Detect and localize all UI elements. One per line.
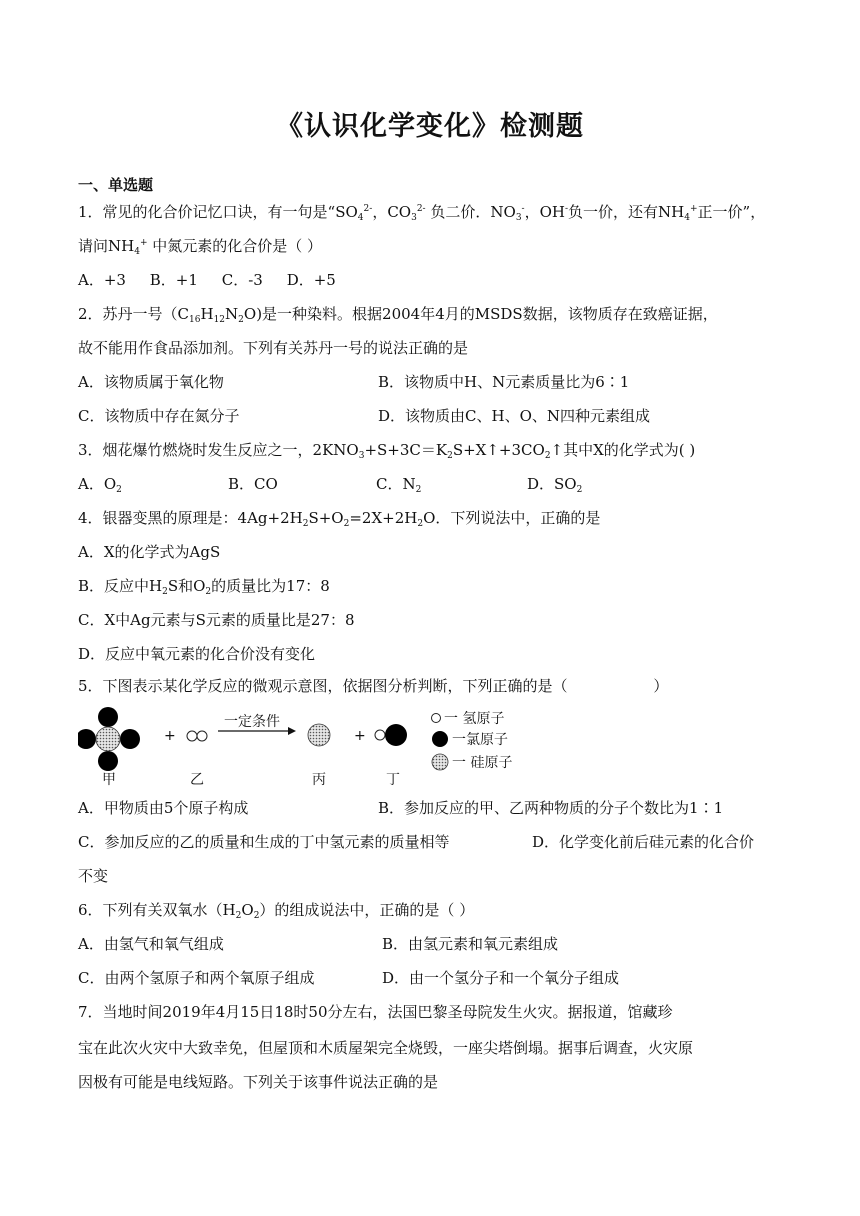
page-title: 《认识化学变化》检测题: [276, 111, 584, 142]
q1-options: A．+3 B．+1 C．-3 D．+5: [78, 271, 336, 289]
label-bing: 丙: [312, 772, 326, 788]
plus-sign-1: +: [164, 728, 176, 744]
q6-option-c: C．由两个氢原子和两个氧原子组成: [78, 969, 315, 987]
molecule-ding: [375, 724, 407, 746]
legend-chlorine: 一氯原子: [452, 732, 508, 748]
molecule-bing: [308, 724, 330, 746]
q1-line2: 请问$NH_4^+$ 中氮元素的化合价是（ ）: [78, 237, 323, 257]
reaction-diagram: [78, 704, 538, 790]
q3-option-d: D．$SO_2$: [527, 475, 583, 495]
q5-line1: 5．下图表示某化学反应的微观示意图，依据图分析判断，下列正确的是（ ）: [78, 677, 669, 695]
q7-line3: 因极有可能是电线短路。下列关于该事件说法正确的是: [78, 1073, 439, 1091]
q7-line2: 宝在此次火灾中大致幸免，但屋顶和木质屋架完全烧毁，一座尖塔倒塌。据事后调查，火灾原: [78, 1039, 694, 1057]
q4-option-c: C．X中Ag元素与S元素的质量比是27：8: [78, 611, 355, 629]
q4-option-d: D．反应中氧元素的化合价没有变化: [78, 645, 316, 663]
q3-line1: 3．烟花爆竹燃烧时发生反应之一，$2KNO_3+S+3C=K_2S+X↑+3CO_2↑$其中X的化学式为( ): [78, 441, 696, 461]
q7-line1: 7．当地时间2019年4月15日18时50分左右，法国巴黎圣母院发生火灾。据报道，馆藏珍: [78, 1003, 673, 1021]
legend-silicon: 一 硅原子: [452, 755, 513, 771]
q3-option-a: A．$O_2$: [78, 475, 122, 495]
molecule-yi: [187, 731, 207, 741]
q6-option-b: B．由氢元素和氧元素组成: [382, 935, 559, 953]
section-heading: 一、单选题: [78, 176, 154, 194]
q6-option-a: A．由氢气和氧气组成: [78, 935, 224, 953]
q3-option-b: B．CO: [228, 475, 278, 493]
diagram-legend: [432, 711, 513, 771]
q2-line1: 2．苏丹一号$(C_{16}H_{12}N_2O)$是一种染料。根据2004年4月的MSDS数据，该物质存在致癌证据，: [78, 305, 718, 325]
q6-line1: 6．下列有关双氧水$(H_2O_2)$的组成说法中，正确的是（ ）: [78, 901, 475, 921]
q3-option-c: C．$N_2$: [376, 475, 422, 495]
arrow-label: 一定条件: [224, 714, 280, 730]
q2-option-d: D．该物质由C、H、O、N四种元素组成: [378, 407, 651, 425]
q2-line2: 故不能用作食品添加剂。下列有关苏丹一号的说法正确的是: [78, 339, 469, 357]
label-ding: 丁: [386, 772, 400, 788]
q5-option-c: C．参加反应的乙的质量和生成的丁中氢元素的质量相等: [78, 833, 450, 851]
label-yi: 乙: [190, 772, 204, 788]
q5-option-d-cont: 不变: [78, 867, 109, 885]
q4-line1: 4．银器变黑的原理是：$4Ag+2H_2S+O_2=2X+2H_2O$．下列说法中，正确的是: [78, 509, 601, 529]
q4-option-a: A．X的化学式为AgS: [78, 543, 221, 561]
q4-option-b: B．反应中$H_2S$和$O_2$的质量比为17：8: [78, 577, 330, 597]
reaction-arrow: [218, 714, 296, 735]
legend-hydrogen: 一 氢原子: [444, 711, 505, 727]
q6-option-d: D．由一个氢分子和一个氧分子组成: [382, 969, 620, 987]
q5-option-d: D．化学变化前后硅元素的化合价: [532, 833, 755, 851]
q2-option-b: B．该物质中H、N元素质量比为6∶1: [378, 373, 630, 391]
molecule-jia: [78, 707, 140, 771]
label-jia: 甲: [102, 772, 116, 788]
q1-line1: 1．常见的化合价记忆口诀，有一句是“$SO_4^{2-}$，$CO_3^{2-}$ 负二价．$NO_3^-$，OH-负一价，还有$NH_4^+$正一价”，: [78, 203, 766, 223]
q2-option-c: C．该物质中存在氮分子: [78, 407, 240, 425]
q5-option-a: A．甲物质由5个原子构成: [78, 799, 249, 817]
q5-option-b: B．参加反应的甲、乙两种物质的分子个数比为1∶1: [378, 799, 724, 817]
plus-sign-2: +: [354, 728, 366, 744]
q2-option-a: A．该物质属于氧化物: [78, 373, 224, 391]
